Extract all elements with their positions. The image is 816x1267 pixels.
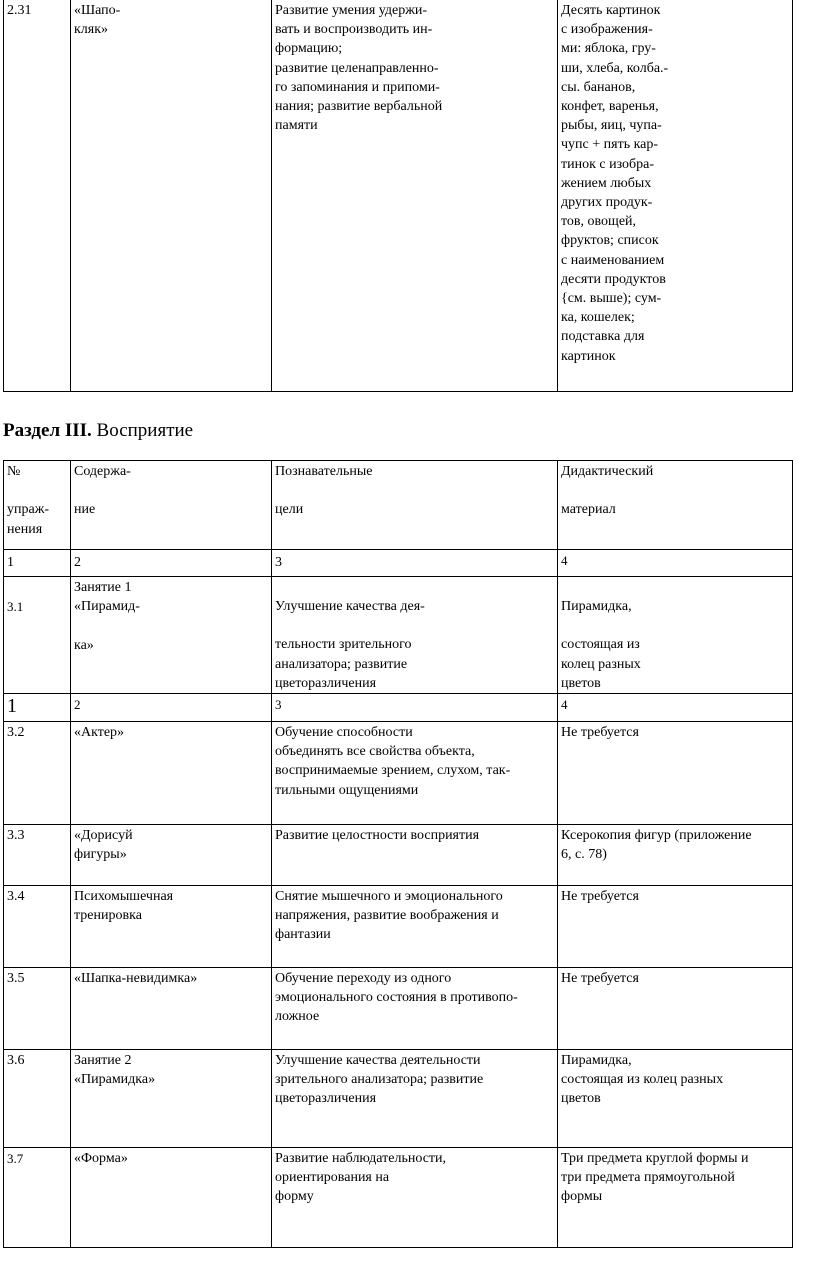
table-row [4,722,793,825]
exercise-material: Не требуется [558,886,793,968]
exercise-content: «Актер» [71,722,272,825]
col-number: 3 [272,550,558,577]
header-num: № упраж- нения [4,461,71,550]
exercise-number: 3.6 [4,1050,71,1148]
table-row [4,886,793,968]
continuation-table [3,0,793,392]
exercise-material: Пирамидка, состоящая из колец разных цветов [558,577,793,694]
exercise-number: 2.31 [4,0,71,392]
exercise-goals: Развитие целостности восприятия [272,825,558,886]
exercise-material: Десять картинок с изображения- ми: яблока, гру- ши, хлеба, колба.- сы. бананов, конфет, варенья, рыбы, яиц, чупа- чупс + пять кар- тинок с изобра- жением любых других продук- тов, овощей, фруктов; список с наименованием десяти продуктов {см. выше); сум- ка, кошелек; подставка для картинок [558,0,793,392]
exercise-number: 3.3 [4,825,71,886]
exercise-goals: Улучшение качества деятельности зрительного анализатора; развитие цветоразличения [272,1050,558,1148]
exercise-material: Ксерокопия фигур (приложение 6, с. 78) [558,825,793,886]
col-number: 2 [71,694,272,722]
col-number: 4 [558,550,793,577]
exercise-number: 3.5 [4,968,71,1050]
exercise-number: 3.7 [4,1148,71,1248]
perception-table [3,460,793,1248]
col-number: 3 [272,694,558,722]
exercise-goals: Развитие умения удержи- вать и воспроизводить ин- формацию; развитие целенаправленно- го запоминания и припоми- нания; развитие вербальной памяти [272,0,558,392]
exercise-number: 3.2 [4,722,71,825]
header-goals: Познавательные цели [272,461,558,550]
header-content: Содержа- ние [71,461,272,550]
exercise-content: «Дорисуй фигуры» [71,825,272,886]
exercise-material: Три предмета круглой формы и три предмета прямоугольной формы [558,1148,793,1248]
exercise-number: 3.4 [4,886,71,968]
table-row [4,577,793,694]
col-number: 1 [4,550,71,577]
exercise-goals: Развитие наблюдательности, ориентирования на форму [272,1148,558,1248]
column-number-row [4,694,793,722]
header-material: Дидактический материал [558,461,793,550]
table-row [4,0,793,392]
exercise-material: Пирамидка, состоящая из колец разных цветов [558,1050,793,1148]
exercise-content: «Форма» [71,1148,272,1248]
header-row [4,461,793,550]
col-number: 2 [71,550,272,577]
exercise-number: 3.1 [4,577,71,694]
exercise-material: Не требуется [558,968,793,1050]
exercise-goals: Обучение способности объединять все свойства объекта, воспринимаемые зрением, слухом, так- тильными ощущениями [272,722,558,825]
exercise-goals: Улучшение качества дея- тельности зрительного анализатора; развитие цветоразличения [272,577,558,694]
section-title: Восприятие [91,420,194,441]
table-row [4,1050,793,1148]
exercise-goals: Снятие мышечного и эмоционального напряжения, развитие воображения и фантазии [272,886,558,968]
exercise-name: «Шапо- кляк» [71,0,272,392]
exercise-content: Занятие 2 «Пирамидка» [71,1050,272,1148]
exercise-material: Не требуется [558,722,793,825]
section-heading [3,419,193,443]
table-row [4,825,793,886]
exercise-content: «Шапка-невидимка» [71,968,272,1050]
exercise-content: Занятие 1 «Пирамид- ка» [71,577,272,694]
exercise-goals: Обучение переходу из одного эмоционального состояния в противопо- ложное [272,968,558,1050]
column-number-row [4,550,793,577]
col-number: 1 [4,694,71,722]
section-label: Раздел III. [3,420,92,441]
table-row [4,1148,793,1248]
table-row [4,968,793,1050]
exercise-content: Психомышечная тренировка [71,886,272,968]
col-number: 4 [558,694,793,722]
